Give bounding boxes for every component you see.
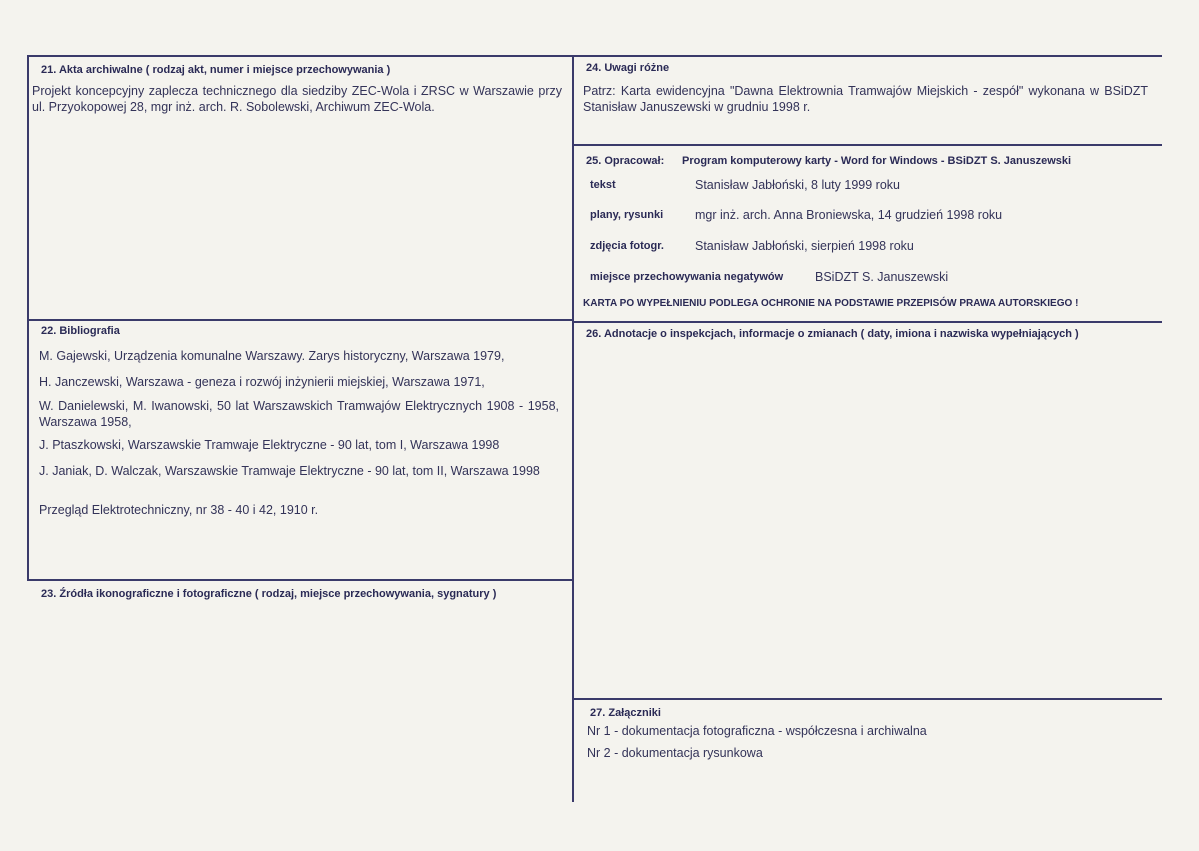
value-zdjecia: Stanisław Jabłoński, sierpień 1998 roku: [695, 239, 914, 253]
section-27-heading: 27. Załączniki: [590, 707, 661, 719]
section-21-heading: 21. Akta archiwalne ( rodzaj akt, numer i miejsce przechowywania ): [41, 64, 391, 76]
label-zdjecia: zdjęcia fotogr.: [590, 240, 664, 252]
copyright-warning: KARTA PO WYPEŁNIENIU PODLEGA OCHRONIE NA PODSTAWIE PRZEPISÓW PRAWA AUTORSKIEGO !: [583, 298, 1079, 309]
value-negatywy: BSiDZT S. Januszewski: [815, 270, 949, 284]
label-negatywy: miejsce przechowywania negatywów: [590, 271, 784, 283]
bibliography-item: M. Gajewski, Urządzenia komunalne Warszawy. Zarys historyczny, Warszawa 1979,: [39, 349, 505, 363]
label-plany: plany, rysunki: [590, 209, 664, 221]
section-24-text: Patrz: Karta ewidencyjna "Dawna Elektrownia Tramwajów Miejskich - zespół" wykonana w BSiDZT Stanisław Januszewski w grudniu 1998 r.: [583, 84, 1148, 114]
section-25-program: Program komputerowy karty - Word for Windows - BSiDZT S. Januszewski: [682, 155, 1072, 167]
rule-top: [27, 55, 1162, 57]
section-22-heading: 22. Bibliografia: [41, 325, 120, 337]
value-tekst: Stanisław Jabłoński, 8 luty 1999 roku: [695, 178, 900, 192]
rule-right-1: [573, 144, 1162, 146]
attachment-item: Nr 1 - dokumentacja fotograficzna - współczesna i archiwalna: [587, 724, 927, 738]
rule-left-edge: [27, 55, 29, 580]
bibliography-item: H. Janczewski, Warszawa - geneza i rozwój inżynierii miejskiej, Warszawa 1971,: [39, 375, 485, 389]
label-tekst: tekst: [590, 179, 616, 191]
attachment-item: Nr 2 - dokumentacja rysunkowa: [587, 746, 763, 760]
value-plany: mgr inż. arch. Anna Broniewska, 14 grudzień 1998 roku: [695, 208, 1003, 222]
section-26-heading: 26. Adnotacje o inspekcjach, informacje o zmianach ( daty, imiona i nazwiska wypełniających ): [586, 328, 1079, 340]
rule-right-2: [573, 321, 1162, 323]
section-24-heading: 24. Uwagi różne: [586, 62, 670, 74]
section-21-text: Projekt koncepcyjny zaplecza technicznego dla siedziby ZEC-Wola i ZRSC w Warszawie przy ul. Przyokopowej 28, mgr inż. arch. R. Sobolewski, Archiwum ZEC-Wola.: [32, 84, 562, 114]
section-23-heading: 23. Źródła ikonograficzne i fotograficzne ( rodzaj, miejsce przechowywania, sygnatury ): [41, 588, 497, 600]
rule-left-2: [27, 579, 573, 581]
rule-right-3: [573, 698, 1162, 700]
bibliography-item: J. Ptaszkowski, Warszawskie Tramwaje Elektryczne - 90 lat, tom I, Warszawa 1998: [39, 438, 500, 452]
bibliography-item: J. Janiak, D. Walczak, Warszawskie Tramwaje Elektryczne - 90 lat, tom II, Warszawa 1998: [39, 464, 540, 478]
rule-left-1: [27, 319, 573, 321]
section-25-heading: 25. Opracował:: [586, 155, 665, 167]
rule-middle: [572, 55, 574, 802]
bibliography-item: Przegląd Elektrotechniczny, nr 38 - 40 i 42, 1910 r.: [39, 503, 319, 517]
bibliography-item: W. Danielewski, M. Iwanowski, 50 lat Warszawskich Tramwajów Elektrycznych 1908 - 1958, Warszawa 1958,: [39, 399, 559, 429]
